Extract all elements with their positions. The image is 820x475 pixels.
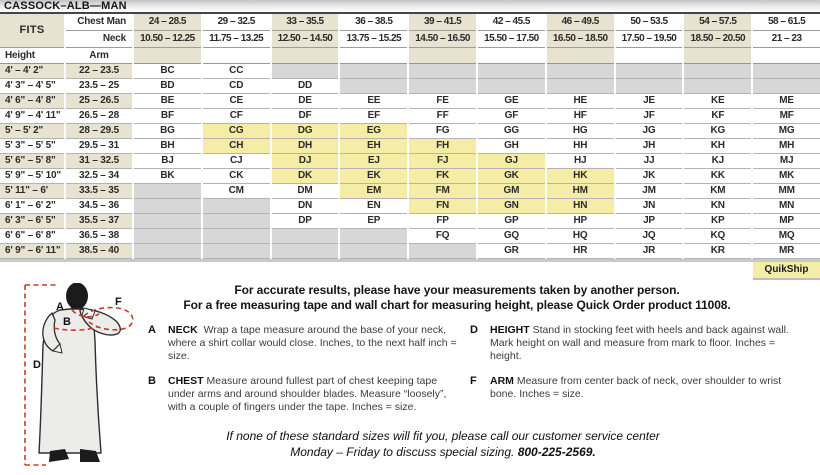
neck-range-cell: 11.75 – 13.25 [203, 31, 270, 48]
arm-label: Arm [66, 48, 132, 64]
size-cell: GQ [478, 229, 545, 244]
size-cell: BH [134, 139, 201, 154]
size-cell: EP [340, 214, 407, 229]
height-label: Height [0, 48, 64, 64]
size-cell: ME [753, 94, 820, 109]
figure-label-chest: B [63, 316, 71, 328]
size-cell-empty [684, 79, 751, 94]
size-cell: HH [547, 139, 614, 154]
definition-arm [470, 375, 797, 401]
size-cell-empty [134, 214, 201, 229]
arm-range-cell: 29.5 – 31 [66, 139, 132, 154]
size-cell: MJ [753, 154, 820, 169]
size-cell: KE [684, 94, 751, 109]
neck-range-cell: 15.50 – 17.50 [478, 31, 545, 48]
size-cell-empty [134, 199, 201, 214]
size-cell: FH [409, 139, 476, 154]
size-cell: EG [340, 124, 407, 139]
size-cell: BD [134, 79, 201, 94]
arm-range-cell: 22 – 23.5 [66, 64, 132, 79]
special-line-2: Monday – Friday to discuss special sizing. 800-225-2569. [290, 445, 596, 459]
size-cell: KH [684, 139, 751, 154]
arm-range-cell: 33.5 – 35 [66, 184, 132, 199]
column-spacer-cell [409, 48, 476, 64]
figure-label-neck: A [56, 301, 64, 313]
size-cell: FQ [409, 229, 476, 244]
size-cell-empty [203, 244, 270, 259]
arm-range-cell: 23.5 – 25 [66, 79, 132, 94]
size-cell: DK [272, 169, 339, 184]
size-cell: GG [478, 124, 545, 139]
arm-range-cell: 35.5 – 37 [66, 214, 132, 229]
definition-text: ARM Measure from center back of neck, over shoulder to wrist bone. Inches = size. [490, 374, 782, 400]
size-cell: CF [203, 109, 270, 124]
arm-range-cell: 38.5 – 40 [66, 244, 132, 259]
fits-label: FITS [0, 14, 64, 48]
size-cell: DM [272, 184, 339, 199]
size-cell: MK [753, 169, 820, 184]
definition-term: ARM [490, 374, 514, 387]
size-cell: MQ [753, 229, 820, 244]
figure-label-height: D [33, 359, 41, 371]
size-cell: CK [203, 169, 270, 184]
height-range-cell: 4' 6" – 4' 8" [0, 94, 64, 109]
size-cell: HQ [547, 229, 614, 244]
neck-range-cell: 21 – 23 [753, 31, 820, 48]
size-cell: HJ [547, 154, 614, 169]
size-cell: HP [547, 214, 614, 229]
size-cell: MR [753, 244, 820, 259]
definition-letter: D [470, 324, 478, 336]
size-cell: FF [409, 109, 476, 124]
size-cell-empty [203, 214, 270, 229]
size-cell-empty [340, 229, 407, 244]
size-cell: EE [340, 94, 407, 109]
size-cell-empty [409, 244, 476, 259]
size-cell-empty [272, 229, 339, 244]
definition-height [470, 324, 797, 364]
definition-letter: A [148, 324, 156, 336]
size-cell-empty [340, 64, 407, 79]
size-cell: DG [272, 124, 339, 139]
size-cell-empty [478, 79, 545, 94]
column-spacer-cell [547, 48, 614, 64]
size-cell-empty [203, 199, 270, 214]
neck-range-cell: 13.75 – 15.25 [340, 31, 407, 48]
neck-range-cell: 12.50 – 14.50 [272, 31, 339, 48]
definition-term: NECK [168, 324, 198, 336]
size-cell: BG [134, 124, 201, 139]
size-cell: FG [409, 124, 476, 139]
height-range-cell: 6' 1" – 6' 2" [0, 199, 64, 214]
size-table [0, 14, 820, 262]
size-cell: FK [409, 169, 476, 184]
size-cell: KF [684, 109, 751, 124]
size-cell-empty [409, 64, 476, 79]
figure-label-arm: F [115, 296, 122, 308]
size-cell-empty [753, 64, 820, 79]
size-cell: KQ [684, 229, 751, 244]
size-cell: MN [753, 199, 820, 214]
neck-range-cell: 10.50 – 12.25 [134, 31, 201, 48]
height-range-cell: 5' 9" – 5' 10" [0, 169, 64, 184]
size-cell: JK [616, 169, 683, 184]
size-cell: GF [478, 109, 545, 124]
size-cell: HK [547, 169, 614, 184]
size-cell: BJ [134, 154, 201, 169]
size-cell-empty [272, 244, 339, 259]
size-cell: MG [753, 124, 820, 139]
size-cell: MH [753, 139, 820, 154]
size-cell: HF [547, 109, 614, 124]
size-cell: HR [547, 244, 614, 259]
size-cell-empty [753, 79, 820, 94]
chest-range-cell: 58 – 61.5 [753, 14, 820, 31]
size-cell: EH [340, 139, 407, 154]
size-cell-empty [340, 244, 407, 259]
size-cell: KJ [684, 154, 751, 169]
size-cell: JG [616, 124, 683, 139]
size-cell: KG [684, 124, 751, 139]
size-cell: KM [684, 184, 751, 199]
column-spacer-cell [203, 48, 270, 64]
size-cell: HN [547, 199, 614, 214]
height-range-cell: 5' 11" – 6' [0, 184, 64, 199]
size-cell: JE [616, 94, 683, 109]
size-cell: CD [203, 79, 270, 94]
size-cell-empty [272, 64, 339, 79]
height-range-cell: 4' 9" – 4' 11" [0, 109, 64, 124]
size-cell: JH [616, 139, 683, 154]
column-spacer-cell [478, 48, 545, 64]
quickship-legend: QuikShip [753, 262, 820, 280]
height-range-cell: 6' 9" – 6' 11" [0, 244, 64, 259]
chest-range-cell: 33 – 35.5 [272, 14, 339, 31]
size-cell: KK [684, 169, 751, 184]
size-cell: GR [478, 244, 545, 259]
size-cell: BC [134, 64, 201, 79]
size-cell-empty [134, 244, 201, 259]
neck-range-cell: 17.50 – 19.50 [616, 31, 683, 48]
size-cell-empty [409, 79, 476, 94]
definitions-column-right [470, 324, 797, 412]
size-cell-empty [547, 64, 614, 79]
size-cell: DE [272, 94, 339, 109]
size-cell: DF [272, 109, 339, 124]
size-cell: KR [684, 244, 751, 259]
size-cell: MM [753, 184, 820, 199]
size-cell: FP [409, 214, 476, 229]
size-cell: GP [478, 214, 545, 229]
neck-label: Neck [66, 31, 132, 48]
size-cell: KP [684, 214, 751, 229]
height-range-cell: 5' – 5' 2" [0, 124, 64, 139]
size-cell: BF [134, 109, 201, 124]
size-cell: EM [340, 184, 407, 199]
size-cell: FN [409, 199, 476, 214]
size-cell: GE [478, 94, 545, 109]
definition-neck [148, 324, 465, 364]
column-spacer-cell [684, 48, 751, 64]
page-title: CASSOCK–ALB—MAN [0, 0, 820, 14]
chest-range-cell: 42 – 45.5 [478, 14, 545, 31]
chest-range-cell: 29 – 32.5 [203, 14, 270, 31]
definitions-column-left [148, 324, 465, 425]
size-cell: GJ [478, 154, 545, 169]
size-cell: EK [340, 169, 407, 184]
size-cell: EF [340, 109, 407, 124]
definition-term: CHEST [168, 374, 204, 387]
size-cell: MF [753, 109, 820, 124]
phone-number: 800-225-2569. [517, 445, 596, 459]
column-spacer-cell [340, 48, 407, 64]
definition-letter: B [148, 374, 156, 387]
chest-range-cell: 36 – 38.5 [340, 14, 407, 31]
size-cell: CH [203, 139, 270, 154]
arm-range-cell: 36.5 – 38 [66, 229, 132, 244]
height-range-cell: 6' 3" – 6' 5" [0, 214, 64, 229]
definition-chest [148, 375, 465, 415]
arm-range-cell: 28 – 29.5 [66, 124, 132, 139]
size-cell: FM [409, 184, 476, 199]
column-spacer-cell [272, 48, 339, 64]
height-range-cell: 6' 6" – 6' 8" [0, 229, 64, 244]
size-cell: CM [203, 184, 270, 199]
size-cell: KN [684, 199, 751, 214]
special-line-1: If none of these standard sizes will fit you, please call our customer service center [226, 429, 660, 443]
definition-text: CHEST Measure around fullest part of chest keeping tape under arms and around shoulder blades. Measure “loosely”, with a couple of fingers under the tape. Inches = size. [168, 374, 447, 414]
size-cell-empty [134, 229, 201, 244]
size-cell-empty [340, 79, 407, 94]
size-cell: DH [272, 139, 339, 154]
size-cell: BK [134, 169, 201, 184]
size-cell: DD [272, 79, 339, 94]
intro-line-2: For a free measuring tape and wall chart for measuring height, please Quick Order product 11008. [183, 298, 731, 312]
special-sizing-note [63, 428, 820, 460]
size-cell: BE [134, 94, 201, 109]
column-spacer-cell [134, 48, 201, 64]
size-cell: HE [547, 94, 614, 109]
chest-range-cell: 54 – 57.5 [684, 14, 751, 31]
size-cell: JN [616, 199, 683, 214]
size-cell-empty [478, 64, 545, 79]
chest-range-cell: 46 – 49.5 [547, 14, 614, 31]
neck-range-cell: 16.50 – 18.50 [547, 31, 614, 48]
definition-text: NECK Wrap a tape measure around the base of your neck, where a shirt collar would close. Inches, to the next half inch = size. [168, 324, 457, 363]
size-cell: JQ [616, 229, 683, 244]
arm-range-cell: 26.5 – 28 [66, 109, 132, 124]
size-cell: HG [547, 124, 614, 139]
size-cell: EN [340, 199, 407, 214]
arm-range-cell: 25 – 26.5 [66, 94, 132, 109]
neck-range-cell: 18.50 – 20.50 [684, 31, 751, 48]
column-spacer-cell [616, 48, 683, 64]
height-range-cell: 4' 3" – 4' 5" [0, 79, 64, 94]
size-cell: FE [409, 94, 476, 109]
size-cell: DP [272, 214, 339, 229]
size-cell: CG [203, 124, 270, 139]
size-cell: GN [478, 199, 545, 214]
size-cell: FJ [409, 154, 476, 169]
chest-man-label: Chest Man [66, 14, 132, 31]
arm-range-cell: 34.5 – 36 [66, 199, 132, 214]
neck-range-cell: 14.50 – 16.50 [409, 31, 476, 48]
size-cell: EJ [340, 154, 407, 169]
size-cell: DN [272, 199, 339, 214]
size-cell: JJ [616, 154, 683, 169]
column-spacer-cell [753, 48, 820, 64]
size-cell: GH [478, 139, 545, 154]
measurement-intro [130, 283, 784, 313]
size-cell: CC [203, 64, 270, 79]
definition-text: HEIGHT Stand in stocking feet with heels and back against wall. Mark height on wall and measure from mark to floor. Inches = height. [490, 324, 789, 363]
size-cell: JM [616, 184, 683, 199]
size-cell: HM [547, 184, 614, 199]
size-cell: GK [478, 169, 545, 184]
size-cell-empty [203, 229, 270, 244]
definition-letter: F [470, 374, 477, 387]
size-cell-empty [616, 64, 683, 79]
size-cell: DJ [272, 154, 339, 169]
chest-range-cell: 50 – 53.5 [616, 14, 683, 31]
size-cell: CE [203, 94, 270, 109]
chest-range-cell: 24 – 28.5 [134, 14, 201, 31]
size-cell: JP [616, 214, 683, 229]
height-range-cell: 5' 3" – 5' 5" [0, 139, 64, 154]
size-cell-empty [616, 79, 683, 94]
size-cell-empty [547, 79, 614, 94]
height-range-cell: 5' 6" – 5' 8" [0, 154, 64, 169]
size-cell: JF [616, 109, 683, 124]
chest-range-cell: 39 – 41.5 [409, 14, 476, 31]
definition-term: HEIGHT [490, 324, 530, 336]
size-cell: JR [616, 244, 683, 259]
intro-line-1: For accurate results, please have your measurements taken by another person. [234, 283, 680, 297]
size-cell: GM [478, 184, 545, 199]
arm-range-cell: 31 – 32.5 [66, 154, 132, 169]
arm-range-cell: 32.5 – 34 [66, 169, 132, 184]
size-cell-empty [684, 64, 751, 79]
size-cell: MP [753, 214, 820, 229]
size-cell-empty [134, 184, 201, 199]
height-range-cell: 4' – 4' 2" [0, 64, 64, 79]
size-cell: CJ [203, 154, 270, 169]
